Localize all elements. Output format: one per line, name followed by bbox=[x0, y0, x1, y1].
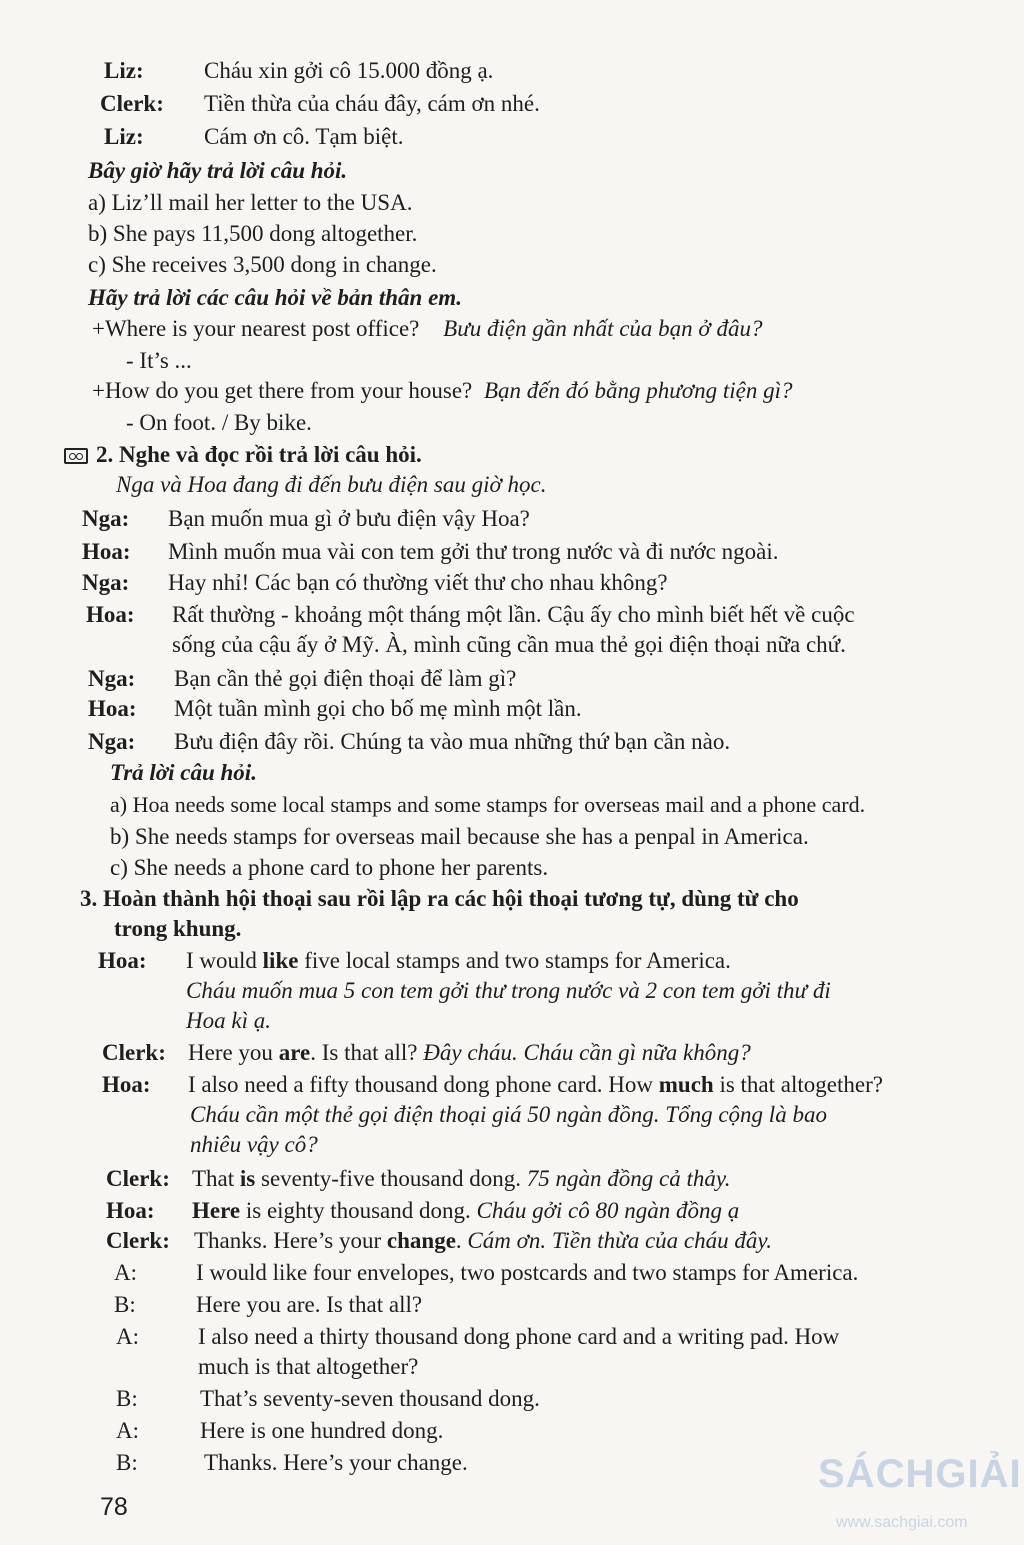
dialogue-line: Cám ơn cô. Tạm biệt. bbox=[204, 124, 404, 149]
question-line bbox=[92, 314, 762, 344]
dialogue-line: Một tuần mình gọi cho bố mẹ mình một lần. bbox=[174, 696, 582, 721]
text-run: is that altogether? bbox=[713, 1072, 883, 1097]
dialogue-line: Hay nhỉ! Các bạn có thường viết thư cho nhau không? bbox=[168, 570, 668, 595]
text-run: . bbox=[455, 1228, 468, 1253]
speaker-nga: Nga: bbox=[82, 506, 130, 531]
text-run: That bbox=[192, 1166, 240, 1191]
section-intro: Nga và Hoa đang đi đến bưu điện sau giờ học. bbox=[116, 472, 547, 497]
speaker-clerk: Clerk: bbox=[106, 1166, 170, 1191]
cassette-icon bbox=[64, 448, 88, 464]
translation-line: Cháu muốn mua 5 con tem gởi thư trong nước và 2 con tem gởi thư đi bbox=[186, 978, 831, 1003]
translation: Đây cháu. Cháu cần gì nữa không? bbox=[423, 1040, 751, 1065]
section-heading: Bây giờ hãy trả lời câu hỏi. bbox=[88, 158, 348, 183]
dialogue-line bbox=[186, 946, 731, 976]
speaker-b: B: bbox=[114, 1292, 136, 1317]
speaker-nga: Nga: bbox=[88, 729, 136, 754]
dialogue-line-continued: much is that altogether? bbox=[198, 1354, 419, 1379]
answer-word: is bbox=[239, 1166, 256, 1191]
speaker-hoa: Hoa: bbox=[86, 602, 135, 627]
answer-line: a) Liz’ll mail her letter to the USA. bbox=[88, 190, 413, 215]
translation-line: Cháu cần một thẻ gọi điện thoại giá 50 ngàn đồng. Tổng cộng là bao bbox=[190, 1102, 827, 1127]
section-3-title-continued: trong khung. bbox=[114, 916, 242, 941]
speaker-a: A: bbox=[116, 1324, 139, 1349]
speaker-clerk: Clerk: bbox=[102, 1040, 166, 1065]
dialogue-line-continued: sống của cậu ấy ở Mỹ. À, mình cũng cần mua thẻ gọi điện thoại nữa chứ. bbox=[172, 632, 846, 657]
text-run: is eighty thousand dong. bbox=[240, 1198, 477, 1223]
speaker-hoa: Hoa: bbox=[88, 696, 137, 721]
section-3-title: 3. Hoàn thành hội thoại sau rồi lập ra các hội thoại tương tự, dùng từ cho bbox=[80, 886, 799, 911]
watermark-url: www.sachgiai.com bbox=[836, 1514, 968, 1531]
dialogue-line: Tiền thừa của cháu đây, cám ơn nhé. bbox=[204, 91, 540, 116]
dialogue-line bbox=[194, 1226, 772, 1256]
answer-word: are bbox=[278, 1040, 311, 1065]
speaker-a: A: bbox=[116, 1418, 139, 1443]
dialogue-line: Rất thường - khoảng một tháng một lần. Cậu ấy cho mình biết hết về cuộc bbox=[172, 602, 855, 627]
translation: 75 ngàn đồng cả thảy. bbox=[526, 1166, 731, 1191]
dialogue-line bbox=[192, 1164, 731, 1194]
dialogue-line: Bạn muốn mua gì ở bưu điện vậy Hoa? bbox=[168, 506, 530, 531]
speaker-liz: Liz: bbox=[104, 58, 144, 83]
speaker-clerk: Clerk: bbox=[106, 1228, 170, 1253]
dialogue-line: I would like four envelopes, two postcards and two stamps for America. bbox=[196, 1260, 859, 1285]
speaker-hoa: Hoa: bbox=[102, 1072, 151, 1097]
question-line bbox=[92, 376, 792, 406]
speaker-clerk: Clerk: bbox=[100, 91, 164, 116]
dialogue-line bbox=[188, 1038, 751, 1068]
translation-line-continued: Hoa kì ạ. bbox=[186, 1008, 271, 1033]
section-heading: Hãy trả lời các câu hỏi về bản thân em. bbox=[88, 285, 462, 310]
text-run: Thanks. Here’s your bbox=[194, 1228, 387, 1253]
answer-line: b) She needs stamps for overseas mail because she has a penpal in America. bbox=[110, 824, 809, 849]
answer-heading: Trả lời câu hỏi. bbox=[110, 760, 257, 785]
answer-line: a) Hoa needs some local stamps and some stamps for overseas mail and a phone card. bbox=[110, 792, 866, 817]
answer-line: b) She pays 11,500 dong altogether. bbox=[88, 221, 418, 246]
page-number: 78 bbox=[100, 1493, 128, 1521]
speaker-liz: Liz: bbox=[104, 124, 144, 149]
speaker-a: A: bbox=[114, 1260, 137, 1285]
text-run: I would bbox=[186, 948, 263, 973]
question-en: +How do you get there from your house? bbox=[92, 378, 473, 403]
text-run: five local stamps and two stamps for America. bbox=[298, 948, 731, 973]
dialogue-line bbox=[192, 1196, 739, 1226]
answer-line: c) She needs a phone card to phone her parents. bbox=[110, 855, 549, 880]
section-2-title bbox=[64, 440, 422, 470]
answer-word: Here bbox=[192, 1198, 241, 1223]
dialogue-line: Thanks. Here’s your change. bbox=[204, 1450, 468, 1475]
dialogue-line: Here you are. Is that all? bbox=[196, 1292, 423, 1317]
section-title-text: 2. Nghe và đọc rồi trả lời câu hỏi. bbox=[96, 442, 422, 467]
answer-line: - It’s ... bbox=[126, 348, 192, 373]
answer-word: change bbox=[386, 1228, 456, 1253]
text-run: . Is that all? bbox=[310, 1040, 424, 1065]
text-run: I also need a fifty thousand dong phone card. How bbox=[188, 1072, 659, 1097]
dialogue-line: Bạn cần thẻ gọi điện thoại để làm gì? bbox=[174, 666, 517, 691]
dialogue-line: Mình muốn mua vài con tem gởi thư trong nước và đi nước ngoài. bbox=[168, 539, 779, 564]
dialogue-line: That’s seventy-seven thousand dong. bbox=[200, 1386, 540, 1411]
question-en: +Where is your nearest post office? bbox=[92, 316, 420, 341]
answer-line: c) She receives 3,500 dong in change. bbox=[88, 252, 437, 277]
text-run: Here you bbox=[188, 1040, 279, 1065]
answer-word: much bbox=[658, 1072, 714, 1097]
dialogue-line: Cháu xin gởi cô 15.000 đồng ạ. bbox=[204, 58, 494, 83]
question-vi: Bạn đến đó bằng phương tiện gì? bbox=[484, 378, 793, 403]
dialogue-line: Bưu điện đây rồi. Chúng ta vào mua những thứ bạn cần nào. bbox=[174, 729, 731, 754]
dialogue-line bbox=[188, 1070, 883, 1100]
speaker-nga: Nga: bbox=[88, 666, 136, 691]
answer-line: - On foot. / By bike. bbox=[126, 410, 312, 435]
translation-line-continued: nhiêu vậy cô? bbox=[190, 1132, 318, 1157]
translation: Cám ơn. Tiền thừa của cháu đây. bbox=[467, 1228, 773, 1253]
speaker-hoa: Hoa: bbox=[106, 1198, 155, 1223]
question-vi: Bưu điện gần nhất của bạn ở đâu? bbox=[443, 316, 763, 341]
text-run: seventy-five thousand dong. bbox=[255, 1166, 527, 1191]
watermark-logo: SÁCHGIẢI bbox=[818, 1452, 1022, 1496]
speaker-b: B: bbox=[116, 1386, 138, 1411]
dialogue-line: I also need a thirty thousand dong phone card and a writing pad. How bbox=[198, 1324, 840, 1349]
answer-word: like bbox=[262, 948, 299, 973]
speaker-hoa: Hoa: bbox=[82, 539, 131, 564]
speaker-hoa: Hoa: bbox=[98, 948, 147, 973]
speaker-b: B: bbox=[116, 1450, 138, 1475]
dialogue-line: Here is one hundred dong. bbox=[200, 1418, 444, 1443]
speaker-nga: Nga: bbox=[82, 570, 130, 595]
translation: Cháu gởi cô 80 ngàn đồng ạ bbox=[476, 1198, 740, 1223]
